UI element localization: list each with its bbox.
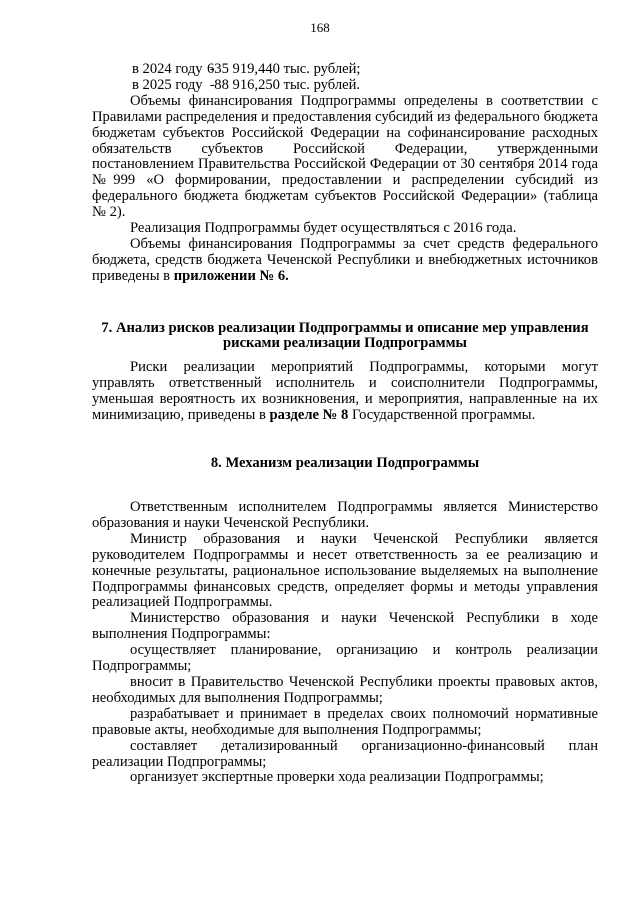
amount-year: в 2024 году - bbox=[132, 61, 215, 77]
paragraph: Министр образования и науки Чеченской Республики является руководителем Подпрограммы и несет ответственность за ее реализацию и конечные результаты, рациональное использование выделяемых на выполнение Подпрограммы финансовых средств, определяет формы и методы управления реализацией Подпрограммы. bbox=[92, 530, 598, 611]
paragraph-text: Объемы финансирования Подпрограммы за счет средств федерального бюджета, средств бюджета Чеченской Республики и внебюджетных источников приведены в bbox=[92, 235, 598, 284]
section8-text bbox=[92, 500, 598, 786]
paragraph-risks bbox=[92, 360, 598, 424]
paragraph-funding-rules: Объемы финансирования Подпрограммы определены в соответствии с Правилами распределения и предоставления субсидий из федерального бюджета бюджетам субъектов Российской Федерации на софинансирование расходных обязательств субъектов Российской Федерации, утвержденными постановлением Правительства Российской Федерации от 30 сентября 2014 года №999 «О формировании, предоставлении и распределении субсидий из федерального бюджета бюджетам субъектов Российской Федерации» (таблица № 2). bbox=[92, 92, 598, 221]
paragraph: вносит в Правительство Чеченской Республики проекты правовых актов, необходимых для выполнения Подпрограммы; bbox=[92, 673, 598, 706]
section6-text bbox=[92, 62, 598, 285]
section-heading-7: 7. Анализ рисков реализации Подпрограммы и описание мер управления рисками реализации Подпрограммы bbox=[101, 320, 589, 351]
paragraph: Министерство образования и науки Чеченской Республики в ходе выполнения Подпрограммы: bbox=[92, 610, 598, 643]
paragraph: разрабатывает и принимает в пределах своих полномочий нормативные правовые акты, необходимые для выполнения Подпрограммы; bbox=[92, 705, 598, 738]
funding-amount-line bbox=[92, 78, 598, 94]
paragraph: организует экспертные проверки хода реализации Подпрограммы; bbox=[130, 769, 544, 786]
appendix-reference: приложении № 6. bbox=[173, 267, 289, 284]
amount-year: в 2025 году - bbox=[132, 76, 215, 93]
page-number: 168 bbox=[310, 20, 330, 35]
amount-value: 635 919,440 тыс. рублей; bbox=[207, 61, 361, 77]
paragraph-tail: Государственной программы. bbox=[348, 406, 536, 423]
funding-amount-line bbox=[92, 62, 598, 78]
section-reference: разделе № 8 bbox=[269, 406, 349, 423]
paragraph-funding-sources bbox=[92, 237, 598, 285]
paragraph-start-year: Реализация Подпрограммы будет осуществляться с 2016 года. bbox=[130, 220, 517, 237]
amount-value: 88 916,250 тыс. рублей. bbox=[207, 76, 361, 93]
section-heading-8: 8. Механизм реализации Подпрограммы bbox=[210, 455, 480, 471]
paragraph: составляет детализированный организационно-финансовый план реализации Подпрограммы; bbox=[92, 737, 598, 770]
paragraph: осуществляет планирование, организацию и контроль реализации Подпрограммы; bbox=[92, 642, 598, 675]
section7-text bbox=[92, 360, 598, 424]
paragraph-text: Риски реализации мероприятий Подпрограммы, которыми могут управлять ответственный исполнитель и соисполнители Подпрограммы, уменьшая вероятность их возникновения, и мероприятия, направленные на их минимизацию, приведены в bbox=[92, 359, 598, 423]
paragraph: Ответственным исполнителем Подпрограммы является Министерство образования и науки Чеченской Республики. bbox=[92, 499, 598, 531]
